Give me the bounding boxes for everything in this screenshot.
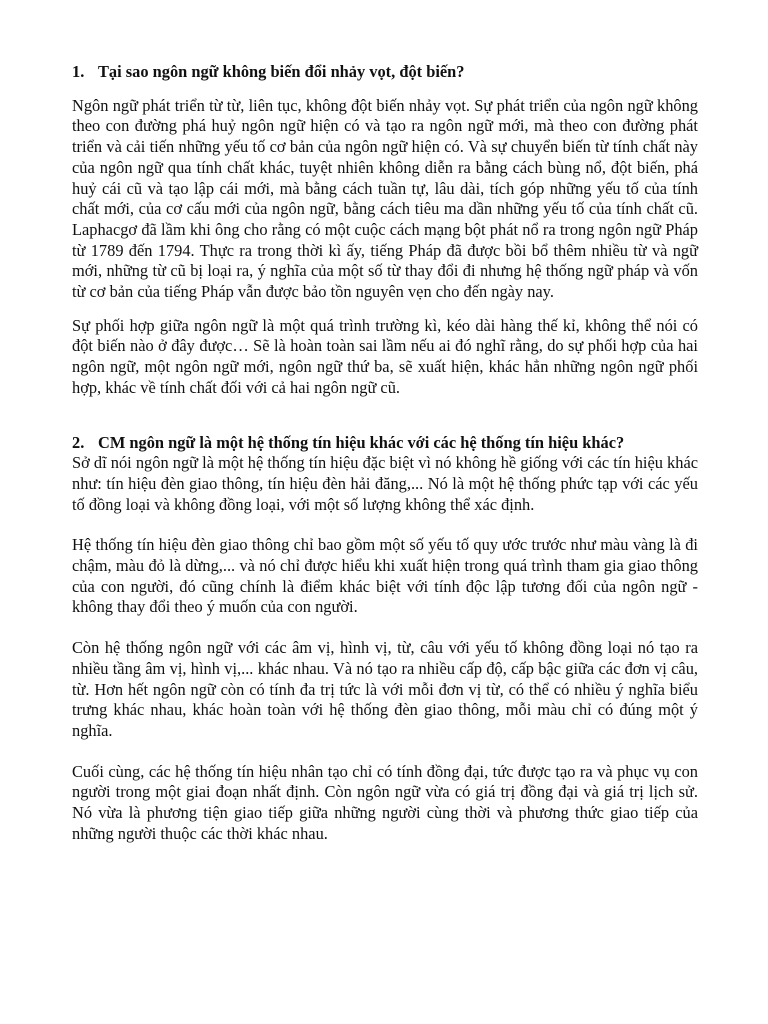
section-1-title: Tại sao ngôn ngữ không biến đổi nhảy vọt, đột biến?: [98, 62, 465, 81]
section-1-paragraph-2: Sự phối hợp giữa ngôn ngữ là một quá trình trường kì, kéo dài hàng thế kỉ, không thể nói có đột biến nào ở đây được… Sẽ là hoàn toàn sai lầm nếu ai đó nghĩ rằng, do sự phối hợp của hai ngôn ngữ, một ngôn ngữ mới, ngôn ngữ thứ ba, sẽ xuất hiện, khác hẳn những ngôn ngữ phối hợp, khác về tính chất đối với cả hai ngôn ngữ cũ.: [72, 315, 698, 397]
section-1-paragraph-1: Ngôn ngữ phát triển từ từ, liên tục, không đột biến nhảy vọt. Sự phát triển của ngôn ngữ không theo con đường phá huỷ ngôn ngữ hiện có và tạo ra ngôn ngữ mới, mà theo con đường phát triển và cải tiến những yếu tố cơ bản của ngôn ngữ hiện có. Và sự chuyển biến từ tính chất này của ngôn ngữ qua tính chất khác, tuyệt nhiên không diễn ra bằng cách bùng nổ, đột biến, phá huỷ cái cũ và tạo lập cái mới, mà bằng cách tuần tự, lâu dài, tích góp những yếu tố của tính chất mới, của cơ cấu mới của ngôn ngữ, bằng cách tiêu ma dần những yếu tố của tính chất cũ. Laphacgơ đã lầm khi ông cho rằng có một cuộc cách mạng bột phát nổ ra trong ngôn ngữ Pháp từ 1789 đến 1794. Thực ra trong thời kì ấy, tiếng Pháp đã được bồi bổ thêm nhiều từ và ngữ mới, những từ cũ bị loại ra, ý nghĩa của một số từ thay đổi đi nhưng hệ thống ngữ pháp và vốn từ cơ bản của tiếng Pháp vẫn được bảo tồn nguyên vẹn cho đến ngày nay.: [72, 95, 698, 302]
section-2-title: CM ngôn ngữ là một hệ thống tín hiệu khác với các hệ thống tín hiệu khác?: [98, 432, 625, 452]
section-2-heading: [72, 433, 698, 454]
section-2-paragraph-1: Sở dĩ nói ngôn ngữ là một hệ thống tín hiệu đặc biệt vì nó không hề giống với các tín hiệu khác như: tín hiệu đèn giao thông, tín hiệu đèn hải đăng,... Nó là một hệ thống phức tạp với các yếu tố đồng loại và không đồng loại, với một số lượng không thể xác định.: [72, 453, 698, 514]
section-2-paragraph-3: Còn hệ thống ngôn ngữ với các âm vị, hình vị, từ, câu với yếu tố không đồng loại nó tạo ra nhiều tầng âm vị, hình vị,... khác nhau. Và nó tạo ra nhiều cấp độ, cấp bậc giữa các đơn vị câu, từ. Hơn hết ngôn ngữ còn có tính đa trị tức là với mỗi đơn vị từ, có thể có nhiều ý nghĩa biểu trưng khác nhau, khác hoàn toàn với hệ thống đèn giao thông, mỗi màu chỉ có đúng một ý nghĩa.: [72, 638, 698, 740]
section-2-paragraph-2: Hệ thống tín hiệu đèn giao thông chỉ bao gồm một số yếu tố quy ước trước như màu vàng là đi chậm, màu đỏ là dừng,... và nó chỉ được hiểu khi xuất hiện trong quá trình tham gia giao thông của con người, đó cũng chính là điểm khác biệt với tính độc lập tương đối của ngôn ngữ - không thay đổi theo ý muốn của con người.: [72, 535, 698, 617]
section-2-number: 2.: [72, 432, 85, 452]
section-1-number: 1.: [72, 62, 85, 81]
section-1-heading: [72, 62, 698, 83]
document-page: [72, 62, 698, 865]
section-2-paragraph-4: Cuối cùng, các hệ thống tín hiệu nhân tạo chỉ có tính đồng đại, tức được tạo ra và phục vụ con người trong một giai đoạn nhất định. Còn ngôn ngữ vừa có giá trị đồng đại và giá trị lịch sử. Nó vừa là phương tiện giao tiếp giữa những người cùng thời và phương thức giao tiếp của những người thuộc các thời khác nhau.: [72, 761, 698, 843]
